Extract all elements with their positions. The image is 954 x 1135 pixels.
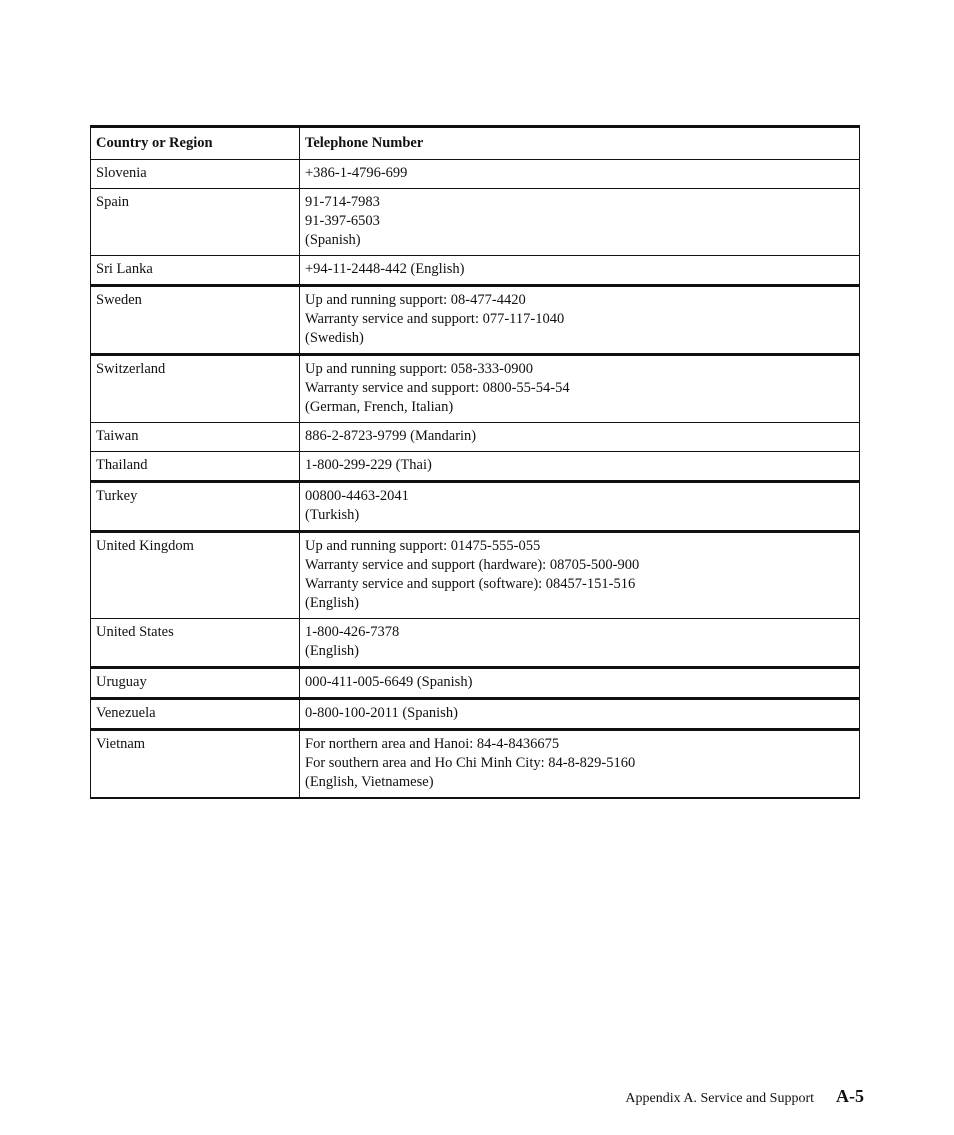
telephone-line: +94-11-2448-442 (English) [305,261,465,277]
telephone-line: (Turkish) [305,507,360,523]
country-cell: Slovenia [91,160,300,189]
telephone-line: Warranty service and support: 0800-55-54-54 [305,380,570,396]
telephone-cell [300,160,860,189]
table-row [91,668,860,699]
telephone-line: Warranty service and support (hardware): 08705-500-900 [305,557,640,573]
telephone-line: For southern area and Ho Chi Minh City: 84-8-829-5160 [305,755,636,771]
table-row [91,452,860,482]
table-row [91,355,860,423]
telephone-line: (German, French, Italian) [305,399,454,415]
page-footer [625,1086,864,1107]
country-cell: Uruguay [91,668,300,699]
table-row [91,699,860,730]
country-cell: Switzerland [91,355,300,423]
telephone-line: (English) [305,595,359,611]
table-row [91,189,860,256]
table-row [91,482,860,532]
table-row [91,286,860,355]
telephone-cell [300,730,860,799]
country-cell: Taiwan [91,423,300,452]
telephone-line: +386-1-4796-699 [305,165,408,181]
country-cell: Vietnam [91,730,300,799]
telephone-line: Warranty service and support (software): 08457-151-516 [305,576,636,592]
page-number: A-5 [836,1086,864,1106]
telephone-line: Up and running support: 01475-555-055 [305,538,541,554]
country-cell: Thailand [91,452,300,482]
country-cell: Sri Lanka [91,256,300,286]
telephone-cell [300,619,860,668]
telephone-line: 000-411-005-6649 (Spanish) [305,674,473,690]
table-header-row [91,127,860,160]
telephone-cell [300,423,860,452]
telephone-line: 886-2-8723-9799 (Mandarin) [305,428,477,444]
telephone-cell [300,668,860,699]
table-row [91,730,860,799]
telephone-cell [300,532,860,619]
telephone-line: 91-714-7983 [305,194,380,210]
support-phone-table [90,125,860,799]
country-cell: Spain [91,189,300,256]
country-cell: United Kingdom [91,532,300,619]
telephone-cell [300,482,860,532]
header-telephone: Telephone Number [300,127,860,160]
telephone-cell [300,286,860,355]
telephone-line: (English) [305,643,359,659]
footer-section-title: Appendix A. Service and Support [625,1091,814,1106]
telephone-line: 0-800-100-2011 (Spanish) [305,705,458,721]
telephone-cell [300,452,860,482]
telephone-line: (Swedish) [305,330,364,346]
telephone-cell [300,189,860,256]
country-cell: Turkey [91,482,300,532]
table-row [91,160,860,189]
telephone-line: Up and running support: 058-333-0900 [305,361,533,377]
telephone-line: (English, Vietnamese) [305,774,434,790]
country-cell: Sweden [91,286,300,355]
telephone-line: (Spanish) [305,232,361,248]
telephone-line: Up and running support: 08-477-4420 [305,292,526,308]
telephone-cell [300,256,860,286]
telephone-line: For northern area and Hanoi: 84-4-8436675 [305,736,560,752]
telephone-cell [300,355,860,423]
telephone-line: 1-800-299-229 (Thai) [305,457,432,473]
telephone-line: 00800-4463-2041 [305,488,409,504]
table-row [91,532,860,619]
telephone-line: Warranty service and support: 077-117-1040 [305,311,565,327]
telephone-cell [300,699,860,730]
telephone-line: 1-800-426-7378 [305,624,400,640]
table-body [91,160,860,799]
header-country: Country or Region [91,127,300,160]
telephone-line: 91-397-6503 [305,213,380,229]
table-row [91,423,860,452]
country-cell: Venezuela [91,699,300,730]
country-cell: United States [91,619,300,668]
table-row [91,619,860,668]
table-row [91,256,860,286]
